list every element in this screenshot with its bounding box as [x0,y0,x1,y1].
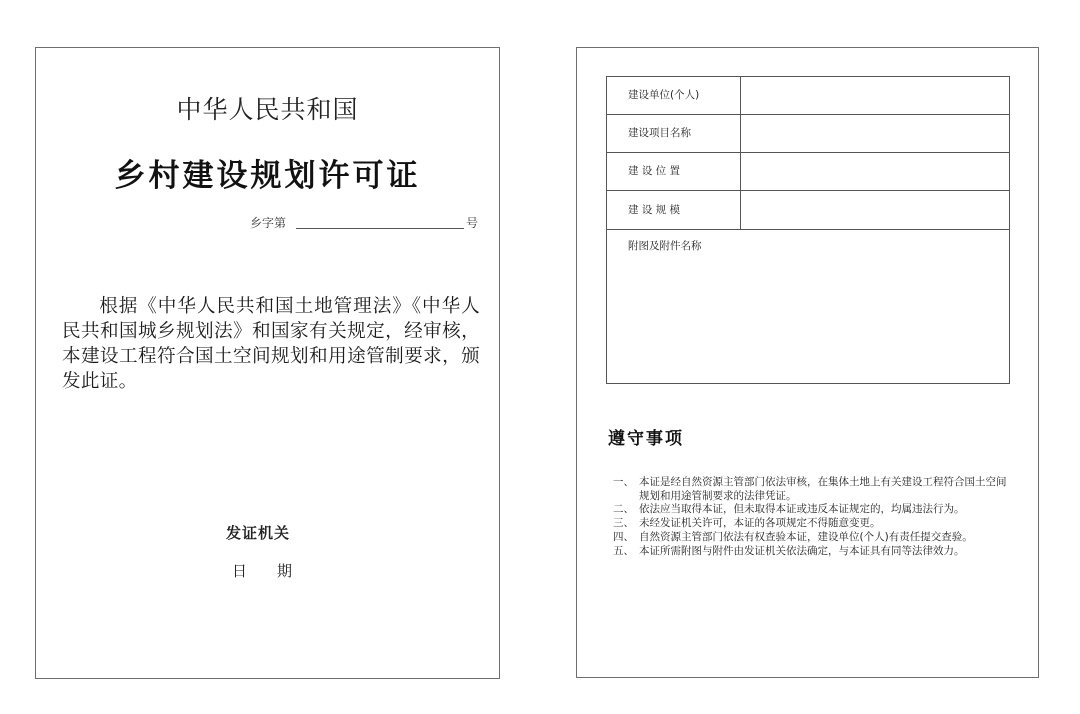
rule-number: 五、 [613,544,634,557]
list-item [613,503,1013,517]
rules-title: 遵守事项 [608,429,684,449]
list-item [613,476,1013,503]
construction-unit-value [741,77,1009,114]
certificate-details-page [576,47,1039,678]
issuing-authority-label: 发证机关 [226,524,291,542]
table-row-construction-unit [607,77,1009,115]
row-label: 建 设 位 置 [607,153,741,190]
serial-suffix: 号 [466,216,479,230]
certificate-body-text: 根据《中华人民共和国土地管理法》《中华人民共和国城乡规划法》和国家有关规定，经审核，本建设工程符合国土空间规划和用途管制要求，颁发此证。 [62,296,480,392]
rules-list [613,476,1013,558]
serial-number-field [250,214,480,232]
list-item [613,545,1013,559]
certificate-cover-page [35,47,500,679]
table-row-location [607,153,1009,191]
location-value [741,153,1009,190]
country-name: 中华人民共和国 [176,95,359,124]
list-item [613,531,1013,545]
issue-date-label: 日 期 [232,562,293,580]
scale-value [741,191,1009,229]
row-label: 建设项目名称 [607,115,741,152]
list-item [613,517,1013,531]
rule-text: 未经发证机关许可，本证的各项规定不得随意变更。 [639,517,881,530]
certificate-title: 乡村建设规划许可证 [114,158,421,194]
project-name-value [741,115,1009,152]
table-row-scale [607,191,1009,230]
rule-number: 一、 [613,476,634,488]
rule-number: 二、 [613,503,634,516]
table-row-project-name [607,115,1009,153]
serial-prefix: 乡字第 [250,216,287,230]
rule-text: 自然资源主管部门依法有权查验本证，建设单位(个人)有责任提交查验。 [639,530,973,543]
rule-text: 本证所需附图与附件由发证机关依法确定，与本证具有同等法律效力。 [639,544,965,557]
rule-number: 四、 [613,530,634,543]
row-label: 建设单位(个人) [607,77,741,114]
rule-text: 本证是经自然资源主管部门依法审核，在集体土地上有关建设工程符合国土空间规划和用途管制要求的法律凭证。 [639,476,1007,502]
row-label: 建 设 规 模 [607,191,741,229]
project-info-table [606,76,1010,384]
serial-blank-line [296,228,464,229]
attachments-label: 附图及附件名称 [628,240,702,252]
rule-number: 三、 [613,517,634,530]
rule-text: 依法应当取得本证，但未取得本证或违反本证规定的，均属违法行为。 [639,503,965,516]
